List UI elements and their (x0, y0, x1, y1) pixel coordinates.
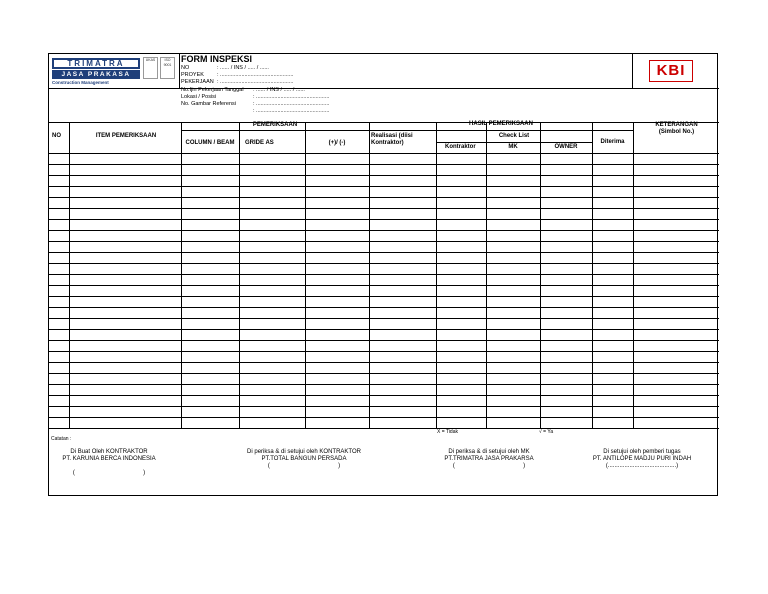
table-rule (49, 263, 719, 264)
sub-field-value: : ................................................ (253, 108, 330, 114)
col-owner-header: OWNER (554, 144, 578, 150)
table-rule (49, 175, 719, 176)
divider (179, 54, 180, 88)
table-rule (49, 197, 719, 198)
sig-company: PT. KARUNIA BERCA INDONESIA (62, 456, 156, 462)
signature-block-kontraktor-utama (244, 449, 364, 470)
signature-block-kontraktor (59, 449, 159, 477)
group-hasil-header: HASIL PEMERIKSAAN (469, 121, 533, 127)
table-rule (49, 417, 719, 418)
ukas-cert-icon: UKAS (143, 57, 158, 79)
table-rule (49, 307, 719, 308)
table-rule (49, 296, 719, 297)
header-field-value: : ................................................ (217, 79, 294, 85)
logo-tagline: Construction Management (52, 80, 109, 85)
logo-brand-top: TRIMATRA (52, 58, 140, 69)
sub-field-label: No. Gambar Referensi (181, 101, 237, 107)
table-rule (592, 122, 593, 428)
table-rule (49, 362, 719, 363)
sub-field-value: : ................................................ (253, 94, 330, 100)
table-rule (49, 318, 719, 319)
table-rule (49, 186, 719, 187)
inspection-form (48, 53, 718, 496)
col-item-header: ITEM PEMERIKSAAN (95, 133, 157, 139)
divider (49, 88, 719, 89)
table-rule (49, 329, 719, 330)
iso-cert-icon: ISO 9001 (160, 57, 175, 79)
legend-v-ya: √ = Ya (539, 429, 554, 435)
table-rule (633, 122, 634, 428)
table-rule (49, 428, 719, 429)
sub-field-value: : ................................................ (253, 101, 330, 107)
sub-field-label: No.Ijin Pekerjaan Tanggal (181, 87, 244, 93)
col-kontraktor-header: Kontraktor (445, 144, 476, 150)
header-field-label: PROYEK (181, 72, 204, 78)
table-rule (49, 340, 719, 341)
sig-company: PT.TRIMATRA JASA PRAKARSA (444, 456, 534, 462)
sub-field-label: Lokasi / Posisi (181, 94, 217, 100)
table-rule (181, 130, 633, 131)
sig-role: Di periksa & di setujui oleh MK (448, 449, 530, 455)
table-rule (239, 122, 240, 428)
table-rule (69, 122, 70, 428)
col-realisasi-header: Realisasi (diisi Kontraktor) (371, 133, 413, 146)
header-field-value: : ...... / INS / ..... / ...... (217, 65, 269, 71)
col-plusminus-header: (+)/ (-) (328, 140, 346, 146)
logo-brand-bottom: JASA PRAKASA (52, 70, 140, 79)
table-rule (486, 122, 487, 428)
form-title: FORM INSPEKSI (181, 54, 253, 64)
sig-name-blank: ( ) (452, 463, 526, 469)
sig-company: PT.TOTAL BANGUN PERSADA (261, 456, 347, 462)
table-rule (49, 241, 719, 242)
sig-role: Di periksa & di setujui oleh KONTRAKTOR (247, 449, 361, 455)
col-mk-header: MK (508, 144, 518, 150)
header-field-label: PEKERJAAN (181, 79, 214, 85)
sig-company: PT. ANTILOPE MADJU PURI INDAH (592, 456, 692, 462)
col-keterangan-header: KETERANGAN (655, 122, 698, 128)
table-rule (49, 384, 719, 385)
table-rule (49, 395, 719, 396)
legend-x-tidak: X = Tidak (437, 429, 458, 435)
table-rule (49, 219, 719, 220)
sig-name-blank: (.........................................) (605, 463, 679, 469)
signature-block-owner (577, 449, 707, 470)
header-field-label: NO (181, 65, 190, 71)
table-rule (49, 153, 719, 154)
table-rule (49, 164, 719, 165)
catatan-label: Catatan : (51, 436, 72, 442)
sig-role: Di Buat Oleh KONTRAKTOR (70, 449, 148, 455)
table-rule (49, 285, 719, 286)
table-rule (305, 122, 306, 428)
sig-name-blank: ( ) (267, 463, 341, 469)
trimatra-logo (49, 54, 179, 88)
group-pemeriksaan-header: PEMERIKSAAN (252, 122, 298, 128)
table-rule (436, 122, 437, 428)
kbi-logo: KBI (649, 60, 693, 82)
table-rule (49, 252, 719, 253)
table-rule (49, 230, 719, 231)
table-rule (49, 373, 719, 374)
table-rule (49, 208, 719, 209)
group-checklist-header: Check List (498, 133, 530, 139)
col-no-header: NO (52, 133, 61, 139)
sig-name-blank: ( ) (72, 470, 146, 476)
table-rule (49, 274, 719, 275)
header-field-value: : ................................................ (217, 72, 294, 78)
signature-block-mk (434, 449, 544, 470)
table-rule (181, 122, 182, 428)
table-rule (49, 351, 719, 352)
col-column-header: COLUMN / BEAM (185, 140, 235, 146)
sig-role: Di setujui oleh pemberi tugas (603, 449, 681, 455)
sub-field-value: : ...... / INS / ..... / ...... (253, 87, 305, 93)
col-gride-header: GRIDE AS (245, 140, 274, 146)
col-diterima-header: Diterima (600, 139, 625, 145)
col-simbol-header: (Simbol No.) (658, 129, 695, 135)
table-rule (540, 122, 541, 428)
table-rule (49, 406, 719, 407)
table-rule (436, 142, 592, 143)
table-rule (369, 122, 370, 428)
divider (632, 54, 633, 88)
